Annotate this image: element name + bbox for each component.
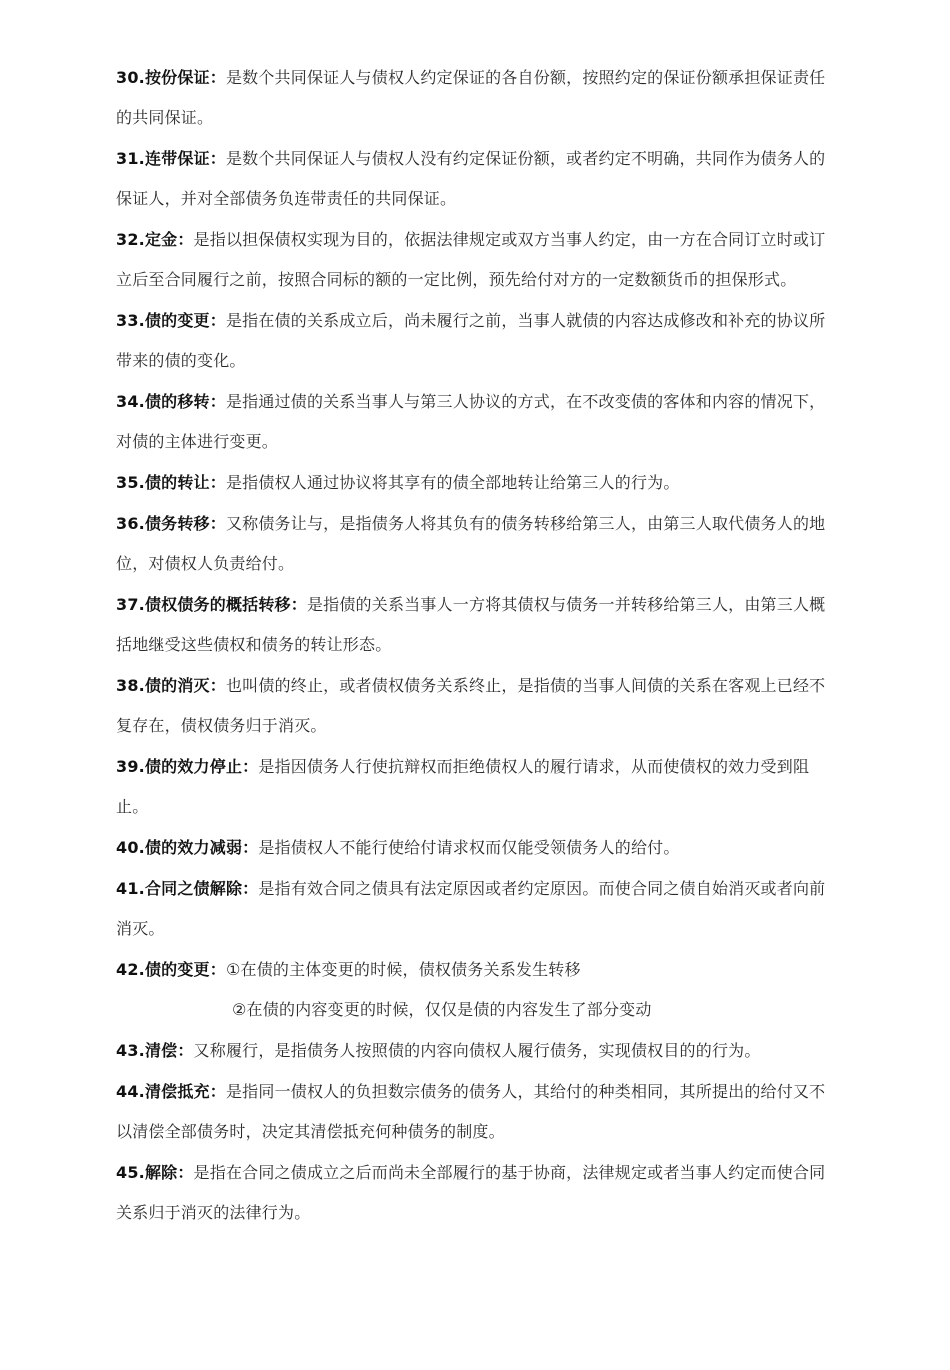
glossary-entry-32 [116,220,836,300]
term-definition-sub: ②在债的内容变更的时候，仅仅是债的内容发生了部分变动 [232,1000,652,1019]
term-label: 30.按份保证： [116,68,226,87]
term-definition: 是数个共同保证人与债权人没有约定保证份额，或者约定不明确，共同作为债务人的保证人，并对全部债务负连带责任的共同保证。 [116,149,826,208]
term-label: 33.债的变更： [116,311,226,330]
term-definition: 是指同一债权人的负担数宗债务的债务人，其给付的种类相同，其所提出的给付又不以清偿全部债务时，决定其清偿抵充何种债务的制度。 [116,1082,826,1141]
glossary-entry-45 [116,1153,836,1233]
glossary-entry-42 [116,950,836,1030]
glossary-entry-41 [116,869,836,949]
term-label: 40.债的效力减弱： [116,838,259,857]
glossary-entry-30 [116,58,836,138]
term-definition: 是指债的关系当事人一方将其债权与债务一并转移给第三人，由第三人概括地继受这些债权和债务的转让形态。 [116,595,826,654]
term-label: 37.债权债务的概括转移： [116,595,307,614]
glossary-entry-44 [116,1072,836,1152]
term-label: 44.清偿抵充： [116,1082,226,1101]
glossary-list [116,58,836,1234]
term-definition: 是指以担保债权实现为目的，依据法律规定或双方当事人约定，由一方在合同订立时或订立后至合同履行之前，按照合同标的额的一定比例，预先给付对方的一定数额货币的担保形式。 [116,230,826,289]
glossary-entry-43 [116,1031,836,1071]
term-definition: 又称债务让与，是指债务人将其负有的债务转移给第三人，由第三人取代债务人的地位，对债权人负责给付。 [116,514,826,573]
glossary-entry-33 [116,301,836,381]
term-definition: 也叫债的终止，或者债权债务关系终止，是指债的当事人间债的关系在客观上已经不复存在，债权债务归于消灭。 [116,676,826,735]
term-label: 39.债的效力停止： [116,757,259,776]
glossary-entry-35 [116,463,836,503]
term-label: 36.债务转移： [116,514,226,533]
term-definition: 是指债权人不能行使给付请求权而仅能受领债务人的给付。 [258,838,680,857]
glossary-entry-39 [116,747,836,827]
term-label: 45.解除： [116,1163,194,1182]
term-label: 42.债的变更： [116,960,226,979]
term-definition: 是指在债的关系成立后，尚未履行之前，当事人就债的内容达成修改和补充的协议所带来的债的变化。 [116,311,826,370]
term-label: 32.定金： [116,230,194,249]
glossary-entry-40 [116,828,836,868]
term-definition: ①在债的主体变更的时候，债权债务关系发生转移 [225,960,581,979]
term-label: 43.清偿： [116,1041,194,1060]
glossary-entry-34 [116,382,836,462]
term-label: 38.债的消灭： [116,676,226,695]
glossary-entry-38 [116,666,836,746]
term-label: 41.合同之债解除： [116,879,259,898]
term-label: 34.债的移转： [116,392,226,411]
term-definition: 又称履行，是指债务人按照债的内容向债权人履行债务，实现债权目的的行为。 [193,1041,761,1060]
term-definition: 是指债权人通过协议将其享有的债全部地转让给第三人的行为。 [225,473,680,492]
term-definition: 是指有效合同之债具有法定原因或者约定原因。而使合同之债自始消灭或者向前消灭。 [116,879,826,938]
term-definition: 是数个共同保证人与债权人约定保证的各自份额，按照约定的保证份额承担保证责任的共同保证。 [116,68,826,127]
term-definition: 是指在合同之债成立之后而尚未全部履行的基于协商，法律规定或者当事人约定而使合同关系归于消灭的法律行为。 [116,1163,826,1222]
term-label: 31.连带保证： [116,149,226,168]
term-label: 35.债的转让： [116,473,226,492]
glossary-entry-31 [116,139,836,219]
term-definition: 是指因债务人行使抗辩权而拒绝债权人的履行请求，从而使债权的效力受到阻止。 [116,757,810,816]
term-definition: 是指通过债的关系当事人与第三人协议的方式，在不改变债的客体和内容的情况下，对债的主体进行变更。 [116,392,826,451]
glossary-entry-37 [116,585,836,665]
glossary-entry-36 [116,504,836,584]
